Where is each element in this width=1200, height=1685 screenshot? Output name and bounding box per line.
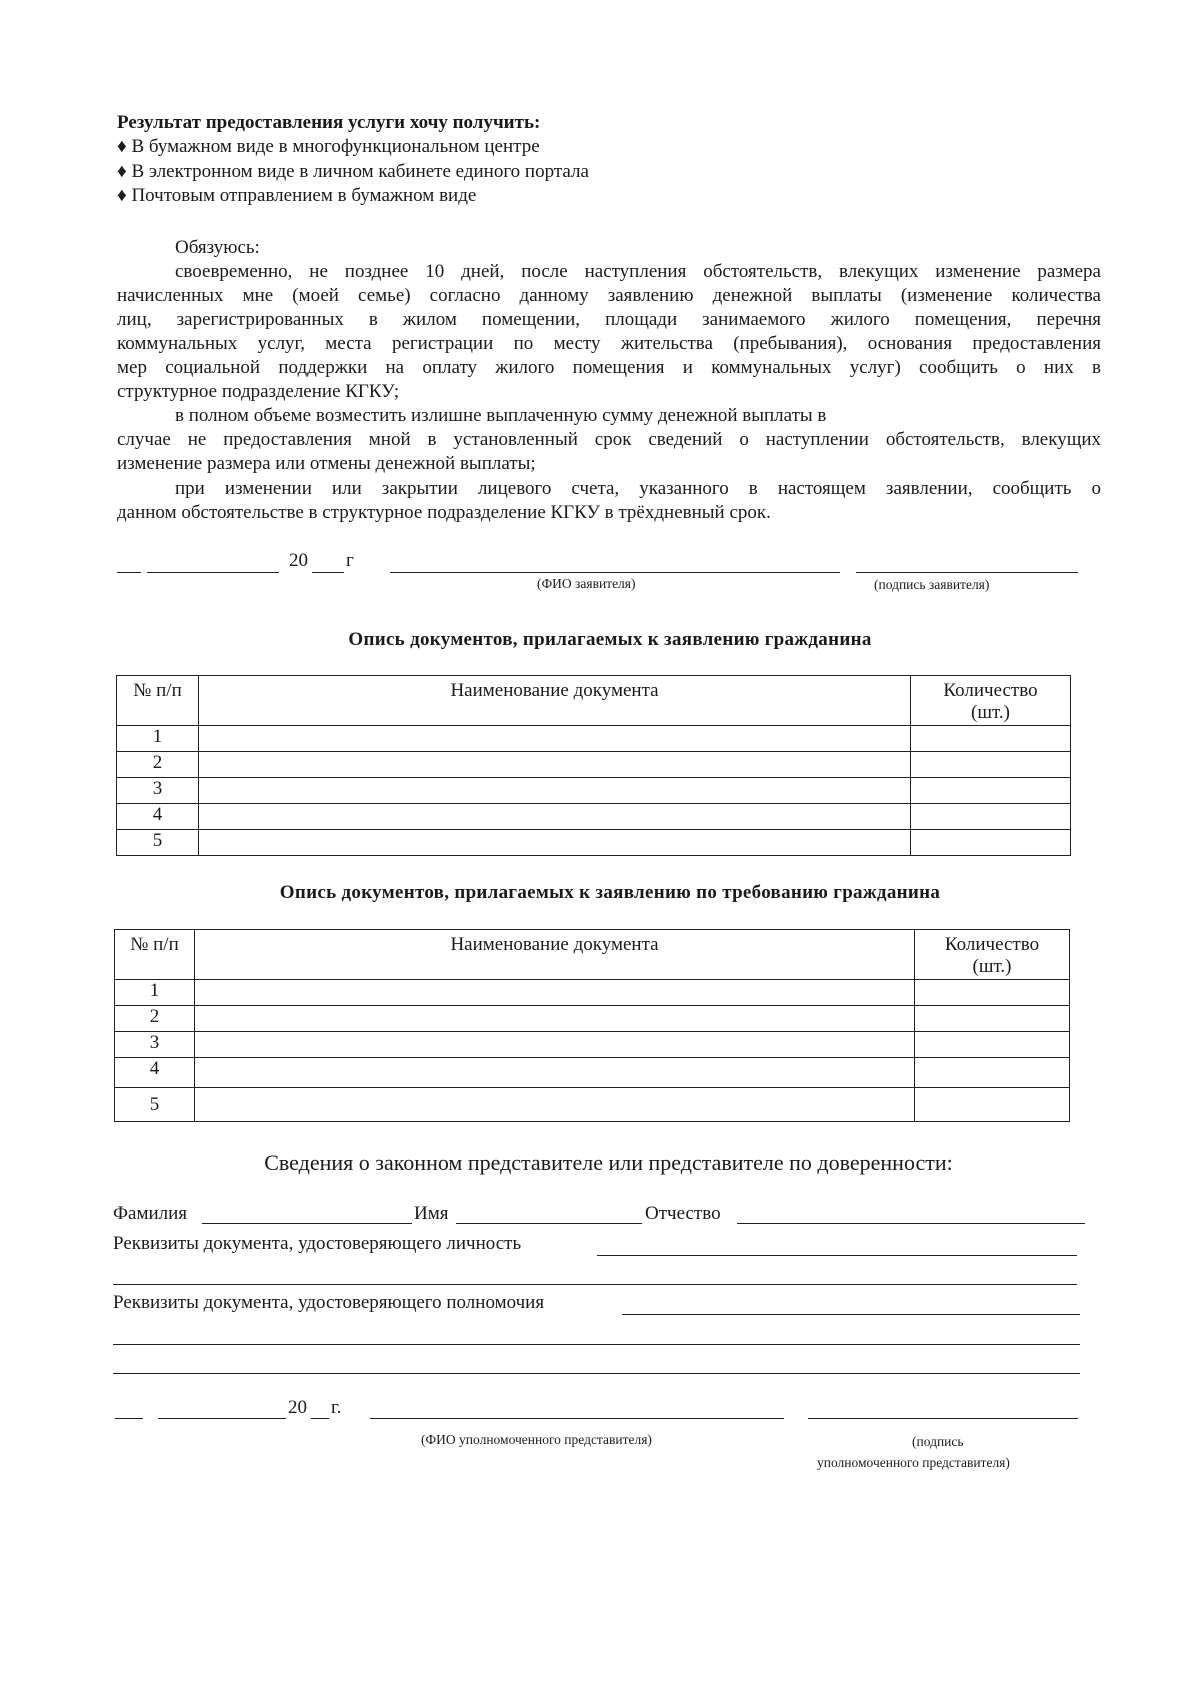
result-option-label: В бумажном виде в многофункциональном центре	[131, 136, 540, 157]
authority-document-label: Реквизиты документа, удостоверяющего полномочия	[113, 1292, 545, 1313]
obligation-line: данном обстоятельстве в структурное подразделение КГКУ в трёхдневный срок.	[117, 502, 771, 523]
applicant-signature-caption: (подпись заявителя)	[874, 577, 990, 592]
table-row	[117, 726, 1071, 752]
row-document-cell[interactable]	[199, 778, 911, 804]
table-row	[117, 830, 1071, 856]
table1-title: Опись документов, прилагаемых к заявлению гражданина	[348, 629, 872, 650]
row-document-cell[interactable]	[199, 752, 911, 778]
authority-document-field-line-2[interactable]	[113, 1344, 1080, 1345]
obligation-line: лиц, зарегистрированных в жилом помещении, площади занимаемого жилого помещения, перечня	[117, 309, 1101, 330]
date-year-line[interactable]	[311, 1418, 329, 1419]
table1-header-row	[117, 676, 1071, 726]
date-year-prefix: 20	[288, 1397, 307, 1418]
table-row	[117, 752, 1071, 778]
row-number: 2	[115, 1006, 195, 1032]
row-quantity-cell[interactable]	[915, 1088, 1070, 1122]
table1-header-number: № п/п	[117, 676, 199, 726]
patronymic-field[interactable]	[737, 1223, 1085, 1224]
table2-title: Опись документов, прилагаемых к заявлению по требованию гражданина	[279, 882, 941, 903]
date-year-prefix: 20	[289, 550, 308, 571]
table-row	[115, 1088, 1070, 1122]
row-number: 3	[117, 778, 199, 804]
applicant-fio-line[interactable]	[390, 572, 840, 573]
table1-header-name: Наименование документа	[199, 676, 911, 726]
row-document-cell[interactable]	[199, 804, 911, 830]
name-field[interactable]	[456, 1223, 642, 1224]
surname-label: Фамилия	[113, 1203, 188, 1224]
table2-header-number: № п/п	[115, 930, 195, 980]
representative-signature-caption-1: (подпись	[912, 1434, 964, 1449]
obligations-title: Обязуюсь:	[175, 237, 260, 258]
date-year-suffix: г.	[331, 1397, 342, 1418]
applicant-fio-caption: (ФИО заявителя)	[537, 576, 636, 591]
representative-fio-line[interactable]	[370, 1418, 784, 1419]
row-quantity-cell[interactable]	[911, 830, 1071, 856]
row-number: 4	[115, 1058, 195, 1088]
quantity-unit: (шт.)	[972, 956, 1012, 977]
row-quantity-cell[interactable]	[911, 778, 1071, 804]
obligation-line: изменение размера или отмены денежной выплаты;	[117, 453, 536, 474]
date-month-line[interactable]	[147, 572, 279, 573]
row-quantity-cell[interactable]	[911, 726, 1071, 752]
table-row	[115, 1006, 1070, 1032]
quantity-label: Количество	[944, 934, 1040, 955]
table-row	[117, 778, 1071, 804]
name-label: Имя	[414, 1203, 449, 1224]
bullet-diamond-icon: ♦	[117, 185, 127, 206]
row-quantity-cell[interactable]	[915, 980, 1070, 1006]
row-number: 5	[115, 1088, 195, 1122]
authority-document-field-line-3[interactable]	[113, 1373, 1080, 1374]
row-quantity-cell[interactable]	[915, 1006, 1070, 1032]
date-day-line[interactable]	[115, 1418, 143, 1419]
row-document-cell[interactable]	[195, 1032, 915, 1058]
row-quantity-cell[interactable]	[911, 804, 1071, 830]
surname-field[interactable]	[202, 1223, 412, 1224]
table-row	[115, 1032, 1070, 1058]
result-option-electronic	[117, 160, 589, 184]
id-document-field-line-2[interactable]	[113, 1284, 1077, 1285]
result-heading: Результат предоставления услуги хочу получить:	[117, 112, 541, 133]
row-document-cell[interactable]	[195, 1006, 915, 1032]
obligation-line: при изменении или закрытии лицевого счета, указанного в настоящем заявлении, сообщить о	[175, 478, 1101, 499]
id-document-field[interactable]	[597, 1255, 1077, 1256]
result-option-paper	[117, 135, 540, 159]
row-number: 3	[115, 1032, 195, 1058]
representative-fio-caption: (ФИО уполномоченного представителя)	[421, 1432, 652, 1447]
row-document-cell[interactable]	[195, 980, 915, 1006]
table1	[116, 675, 1071, 856]
date-year-line[interactable]	[312, 572, 344, 573]
id-document-label: Реквизиты документа, удостоверяющего личность	[113, 1233, 522, 1254]
bullet-diamond-icon: ♦	[117, 136, 127, 157]
obligation-line: начисленных мне (моей семье) согласно данному заявлению денежной выплаты (изменение количества	[117, 285, 1101, 306]
table1-header-quantity	[911, 676, 1071, 726]
date-day-line[interactable]	[117, 572, 141, 573]
table2-header-name: Наименование документа	[195, 930, 915, 980]
row-number: 2	[117, 752, 199, 778]
row-document-cell[interactable]	[195, 1058, 915, 1088]
obligation-line: в полном объеме возместить излишне выплаченную сумму денежной выплаты в	[175, 405, 827, 426]
row-quantity-cell[interactable]	[911, 752, 1071, 778]
obligation-line: случае не предоставления мной в установленный срок сведений о наступлении обстоятельств, влекущих	[117, 429, 1101, 450]
bullet-diamond-icon: ♦	[117, 161, 127, 182]
result-option-post	[117, 184, 476, 208]
result-option-label: Почтовым отправлением в бумажном виде	[131, 185, 477, 206]
table2	[114, 929, 1070, 1122]
result-option-label: В электронном виде в личном кабинете единого портала	[131, 161, 589, 182]
date-month-line[interactable]	[158, 1418, 286, 1419]
table2-header-row	[115, 930, 1070, 980]
table-row	[115, 1058, 1070, 1088]
table-row	[117, 804, 1071, 830]
row-quantity-cell[interactable]	[915, 1058, 1070, 1088]
row-number: 4	[117, 804, 199, 830]
row-document-cell[interactable]	[199, 726, 911, 752]
quantity-unit: (шт.)	[971, 702, 1010, 723]
row-number: 5	[117, 830, 199, 856]
table2-header-quantity	[915, 930, 1070, 980]
quantity-label: Количество	[943, 680, 1038, 701]
date-year-suffix: г	[346, 550, 354, 571]
row-quantity-cell[interactable]	[915, 1032, 1070, 1058]
row-document-cell[interactable]	[195, 1088, 915, 1122]
representative-title: Сведения о законном представителе или представителе по доверенности:	[264, 1150, 953, 1175]
row-document-cell[interactable]	[199, 830, 911, 856]
representative-signature-line[interactable]	[808, 1418, 1078, 1419]
obligation-line: мер социальной поддержки на оплату жилого помещения и коммунальных услуг) сообщить о них в	[117, 357, 1101, 378]
applicant-signature-line[interactable]	[856, 572, 1078, 573]
obligation-line: своевременно, не позднее 10 дней, после наступления обстоятельств, влекущих изменение размера	[175, 261, 1101, 282]
patronymic-label: Отчество	[645, 1203, 721, 1224]
obligation-line: коммунальных услуг, места регистрации по месту жительства (пребывания), основания предоставления	[117, 333, 1101, 354]
row-number: 1	[117, 726, 199, 752]
authority-document-field[interactable]	[622, 1314, 1080, 1315]
row-number: 1	[115, 980, 195, 1006]
representative-signature-caption-2: уполномоченного представителя)	[817, 1455, 1010, 1470]
table-row	[115, 980, 1070, 1006]
obligation-line: структурное подразделение КГКУ;	[117, 381, 400, 402]
